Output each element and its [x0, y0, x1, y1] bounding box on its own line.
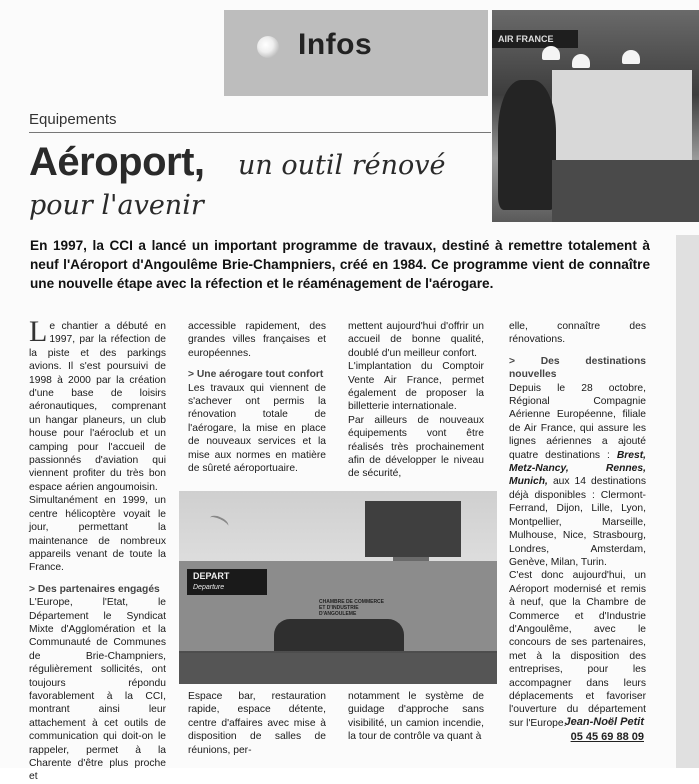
- article-title-subtitle: un outil rénové: [238, 150, 446, 181]
- section-tag: Infos: [298, 28, 373, 61]
- column-4: [509, 320, 646, 730]
- col4-paragraph-1: elle, connaître des rénovations.: [509, 321, 646, 346]
- depart-sign: [187, 569, 267, 595]
- bullet-icon: [257, 36, 279, 58]
- depart-label: DEPART: [193, 571, 230, 581]
- lead-paragraph: En 1997, la CCI a lancé un important programme de travaux, destiné à remettre totalement à neuf l'Aéroport d'Angoulême Brie-Champniers, créé en 1984. Ce programme vient de connaître une nouvelle étape avec la réfection et le réaménagement de l'aérogare.: [30, 238, 650, 291]
- control-tower: [365, 501, 461, 557]
- col2-paragraph-1: accessible rapidement, des grandes villes françaises et européennes.: [188, 321, 326, 359]
- col1-paragraph-2: Simultanément en 1999, un centre hélicoptère voyait le jour, permettant la maintenance de nombreux appareils venant de toute la France.: [29, 495, 166, 574]
- section-label: Equipements: [29, 111, 117, 128]
- departure-label: Departure: [193, 584, 225, 591]
- column-3-bottom: [348, 690, 484, 744]
- shrubs: [274, 619, 404, 651]
- air-france-sign: AIR FRANCE: [492, 30, 578, 48]
- col1-paragraph-3: L'Europe, l'Etat, le Département le Syndicat Mixte d'Agglomération et la Communauté de Communes de Brie-Champniers, régulièrement sollicités, ont toujours répondu favorablement à la CCI, montrant ainsi leur attachement à cet outils de communication qui doit-on le rappeler, permet à la Charente d'être plus proche et: [29, 597, 166, 783]
- col2-bottom-paragraph: Espace bar, restauration rapide, espace détente, centre d'affaires avec mise à disposition de salles de réunions, per-: [188, 691, 326, 756]
- plant-silhouette: [498, 80, 556, 210]
- airport-exterior-photo: [179, 491, 497, 684]
- building-sign: CHAMBRE DE COMMERCE ET D'INDUSTRIE D'ANGOULEME: [319, 599, 384, 617]
- page-edge: [676, 235, 699, 768]
- col3-paragraph-2: L'implantation du Comptoir Vente Air France, permet également de proposer la billetterie internationale.: [348, 361, 484, 413]
- col3-paragraph-1: mettent aujourd'hui d'offrir un accueil de bonne qualité, doublé d'un meilleur confort.: [348, 321, 484, 359]
- column-2: [188, 320, 326, 475]
- col4-paragraph-2b: aux 14 destinations déjà disponibles : Clermont-Ferrand, Dijon, Lille, Lyon, Montpellier, Marseille, Mulhouse, Nice, Strasbourg, Londres, Amsterdam, Genève, Milan, Turin.: [509, 476, 646, 568]
- lamp-icon: [572, 54, 590, 68]
- road: [179, 653, 497, 684]
- col4-destinations: Brest, Metz-Nancy, Rennes, Munich,: [509, 449, 646, 488]
- column-3: [348, 320, 484, 481]
- article-title: Aéroport,: [29, 140, 205, 184]
- col1-subheading: > Des partenaires engagés: [29, 583, 160, 595]
- author-signature: Jean-Noël Petit: [564, 716, 644, 728]
- divider: [29, 132, 491, 133]
- col4-paragraph-3: C'est donc aujourd'hui, un Aéroport modernisé et remis à neuf, que la Chambre de Commerce et d'Industrie d'Angoulême, avec le concours de ses partenaires, met à la disposition des entreprises, pour les accompagner dans leurs déplacements et favoriser l'ouverture du département sur l'Europe.: [509, 570, 646, 729]
- col3-paragraph-3: Par ailleurs de nouveaux équipements vont être réalisés très prochainement afin de développer le niveau de sécurité,: [348, 414, 484, 480]
- col4-paragraph-2a: Depuis le 28 octobre, Régional Compagnie Aérienne Européenne, filiale de Air France, qui assure les lignes aériennes a ajouté quatre destinations :: [509, 382, 646, 461]
- column-2-bottom: [188, 690, 326, 757]
- column-1: [29, 315, 166, 784]
- photo-window: [552, 70, 692, 160]
- col3-bottom-paragraph: notamment le système de guidage d'approche sans visibilité, un camion incendie, la tour de contrôle va quant à: [348, 691, 484, 743]
- col2-subheading: > Une aérogare tout confort: [188, 369, 324, 381]
- article-title-subtitle-line2: pour l'avenir: [29, 190, 204, 221]
- drop-cap: L: [29, 315, 48, 348]
- col2-paragraph-2: Les travaux qui viennent de s'achever ont permis la rénovation totale de l'aérogare, la mise en place de nouveaux services et la mise aux normes en matière de sûreté aéroportuaire.: [188, 382, 326, 475]
- col1-paragraph-1: e chantier a débuté en 1997, par la réfection de la piste et des parkings avions. Il s'est poursuivi de 1998 à 2000 par la création d'une base de loisirs aéronautiques, comprenant un hangar planeurs, un club house pour l'aéroclub et un camping pour l'accueil de passionnés d'aviation qui viennent profiter du très bon espace aérien angoumoisin.: [29, 321, 166, 493]
- lamp-icon: [542, 46, 560, 60]
- terminal-interior-photo: [492, 10, 699, 222]
- col4-subheading: > Des destinations nouvelles: [509, 355, 646, 381]
- lamp-icon: [622, 50, 640, 64]
- phone-number: 05 45 69 88 09: [570, 731, 644, 743]
- bird-silhouette: [208, 513, 230, 531]
- counter-desk: [552, 160, 699, 222]
